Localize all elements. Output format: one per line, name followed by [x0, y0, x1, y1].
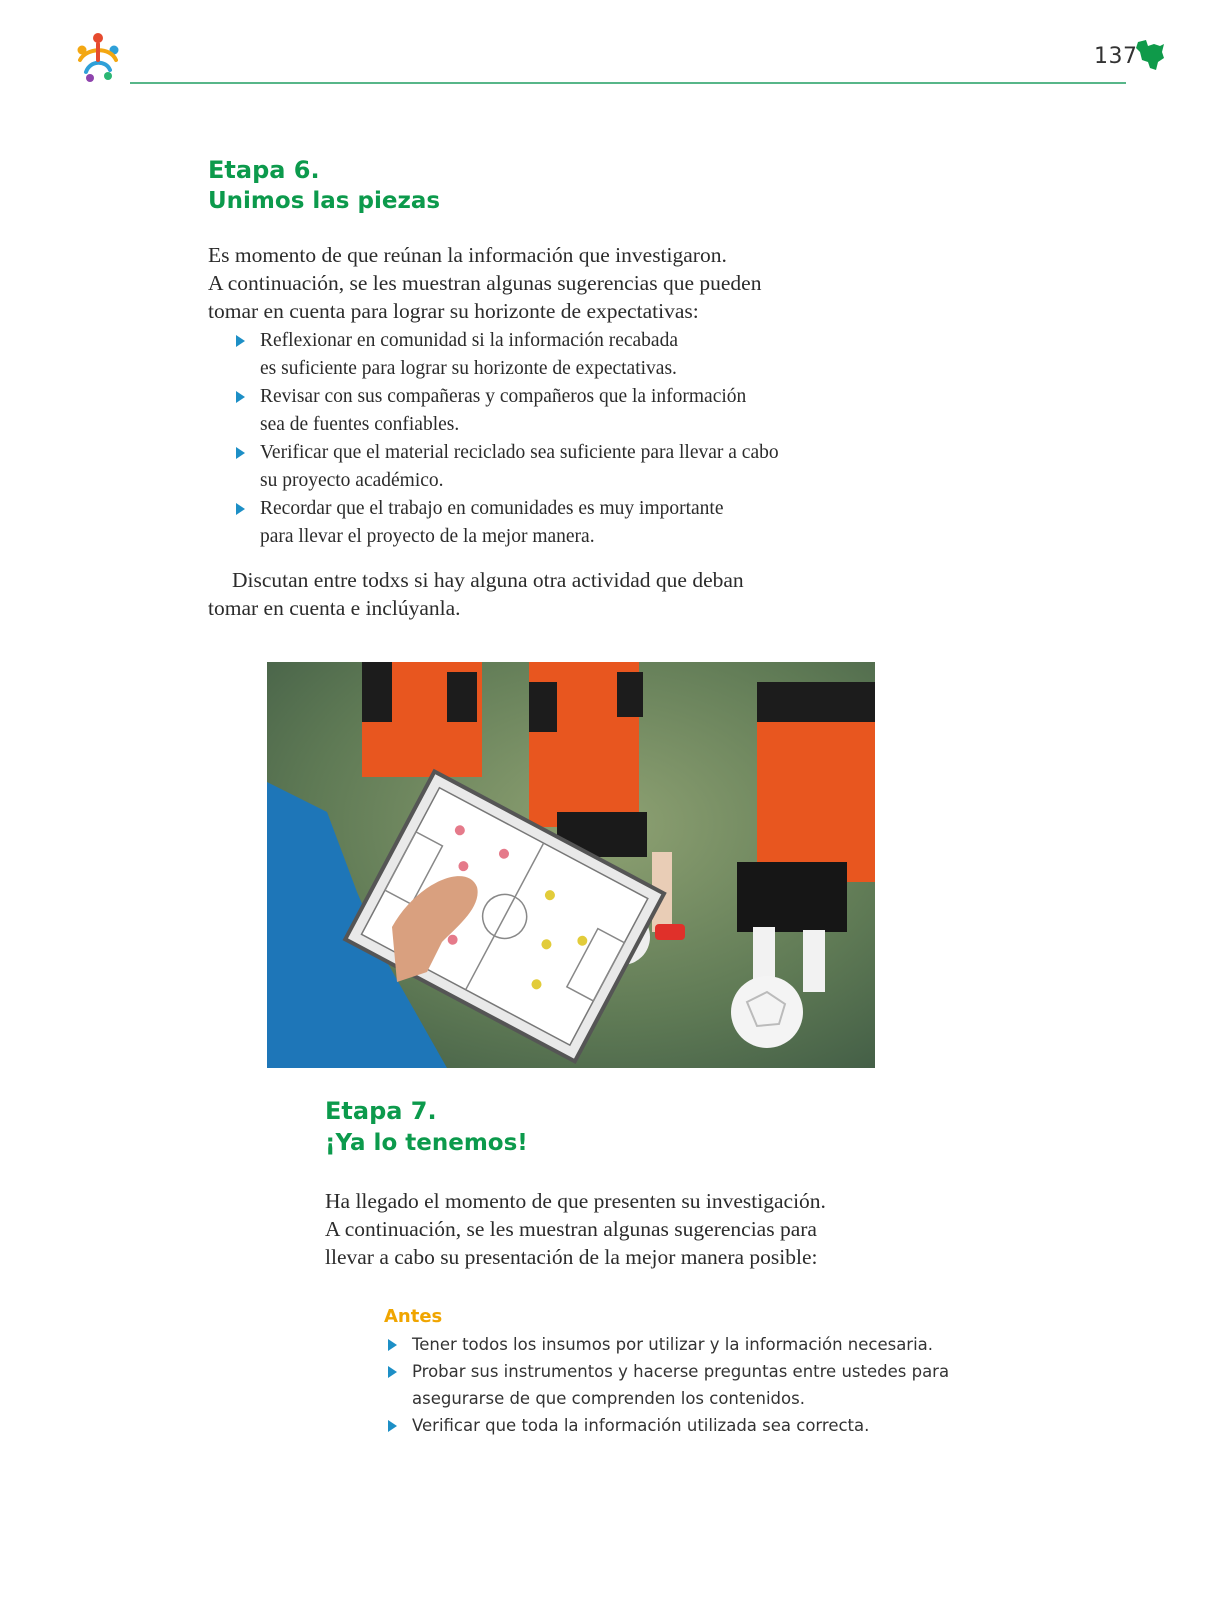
text-line: Verificar que el material reciclado sea suficiente para llevar a cabo [260, 442, 779, 463]
triangle-bullet-icon [388, 1366, 397, 1378]
stage7-title: Etapa 7. [325, 1097, 437, 1125]
stage6-closing [208, 566, 744, 622]
text-line: tomar en cuenta e inclúyanla. [208, 596, 461, 620]
list-item [386, 1412, 949, 1439]
list-item [234, 327, 779, 383]
antes-heading: Antes [384, 1306, 443, 1327]
list-item [234, 383, 779, 439]
list-item [386, 1331, 949, 1358]
triangle-bullet-icon [236, 391, 245, 403]
text-line: A continuación, se les muestran algunas sugerencias que pueden [208, 271, 762, 295]
stage7-intro [325, 1187, 826, 1271]
text-line: sea de fuentes confiables. [260, 414, 460, 435]
coach-tactics-board-photo [267, 662, 875, 1068]
text-line: Reflexionar en comunidad si la información recabada [260, 330, 678, 351]
text-line: llevar a cabo su presentación de la mejor manera posible: [325, 1245, 818, 1269]
list-item [234, 495, 779, 551]
text-line: Discutan entre todxs si hay alguna otra actividad que deban [232, 568, 744, 592]
triangle-bullet-icon [236, 335, 245, 347]
people-circle-logo-icon [70, 30, 126, 86]
text-line: Tener todos los insumos por utilizar y la información necesaria. [412, 1335, 934, 1354]
list-item [234, 439, 779, 495]
text-line: tomar en cuenta para lograr su horizonte de expectativas: [208, 299, 699, 323]
text-line: es suficiente para lograr su horizonte de expectativas. [260, 358, 677, 379]
page-number: 137 [1094, 44, 1138, 69]
header-rule [130, 82, 1126, 84]
triangle-bullet-icon [388, 1420, 397, 1432]
stage6-title: Etapa 6. [208, 156, 320, 184]
stage6-bullet-list [234, 327, 779, 551]
text-line: Probar sus instrumentos y hacerse preguntas entre ustedes para [412, 1362, 950, 1381]
stage6-subtitle: Unimos las piezas [208, 188, 441, 214]
text-line: Es momento de que reúnan la información que investigaron. [208, 243, 727, 267]
text-line: Revisar con sus compañeras y compañeros que la información [260, 386, 747, 407]
text-line: para llevar el proyecto de la mejor manera. [260, 526, 595, 547]
text-line: A continuación, se les muestran algunas sugerencias para [325, 1217, 817, 1241]
list-item [386, 1358, 949, 1412]
antes-bullet-list [386, 1331, 949, 1439]
triangle-bullet-icon [236, 503, 245, 515]
triangle-bullet-icon [388, 1339, 397, 1351]
text-line: Recordar que el trabajo en comunidades es muy importante [260, 498, 724, 519]
stage7-subtitle: ¡Ya lo tenemos! [325, 1130, 528, 1156]
triangle-bullet-icon [236, 447, 245, 459]
text-line: su proyecto académico. [260, 470, 444, 491]
text-line: Verificar que toda la información utilizada sea correcta. [412, 1416, 870, 1435]
text-line: asegurarse de que comprenden los contenidos. [412, 1389, 805, 1408]
green-map-icon [1134, 38, 1166, 74]
text-line: Ha llegado el momento de que presenten su investigación. [325, 1189, 826, 1213]
stage6-intro [208, 241, 761, 325]
